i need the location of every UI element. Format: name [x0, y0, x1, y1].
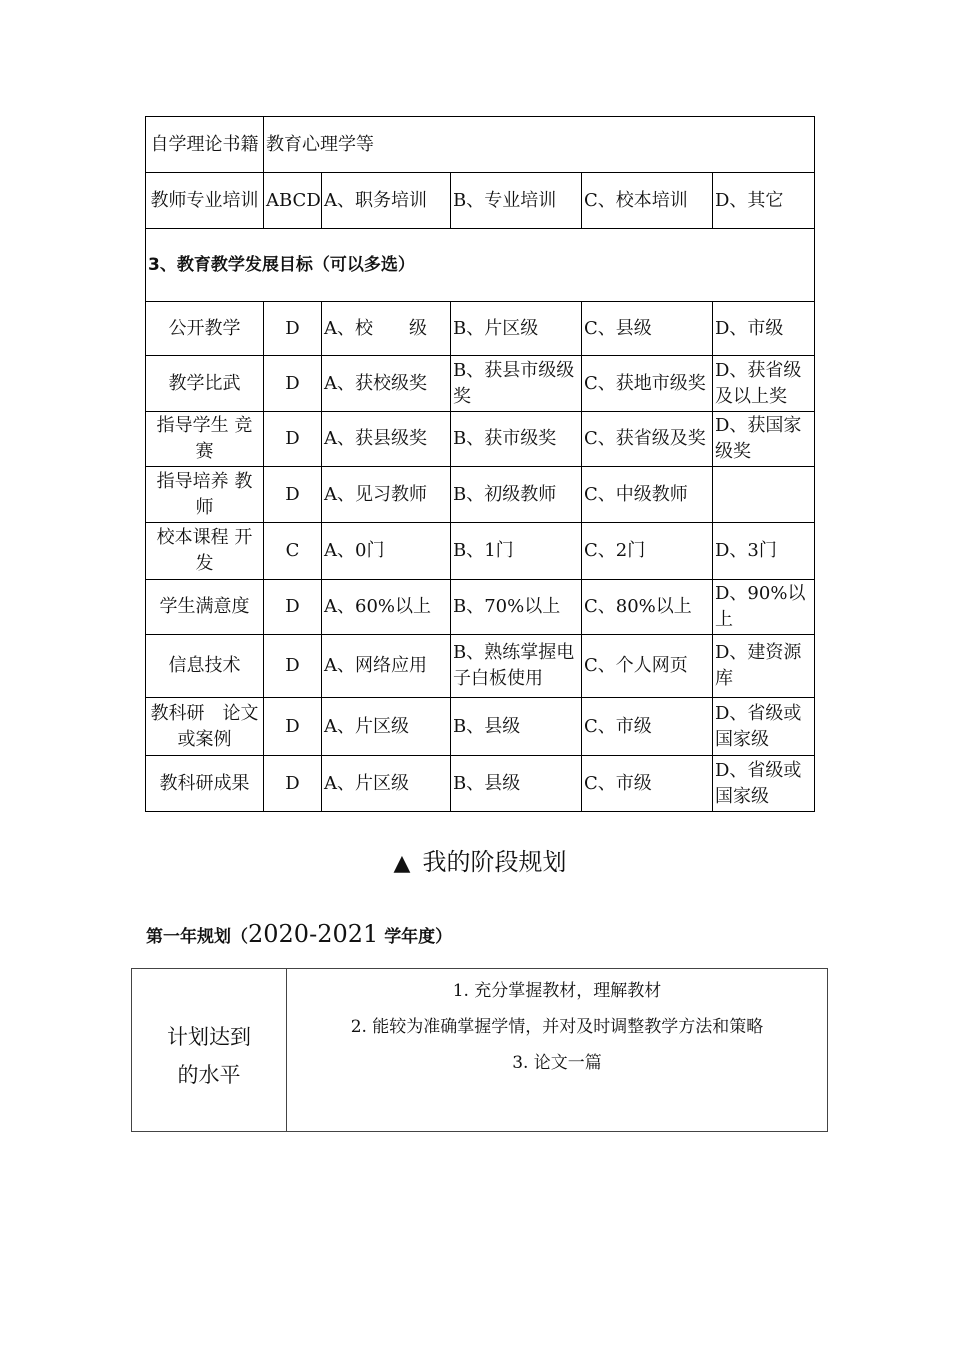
option-cell: C、县级 [582, 302, 713, 356]
option-cell: A、60%以上 [322, 580, 451, 635]
table-row [146, 756, 815, 812]
option-cell: A、获县级奖 [322, 412, 451, 467]
option-cell: B、获市级奖 [451, 412, 582, 467]
table-row [146, 467, 815, 523]
option-cell [713, 467, 815, 523]
first-year-heading [146, 920, 452, 948]
item-cell: 学生满意度 [146, 580, 264, 635]
plan-label [132, 969, 287, 1132]
plan-label-text: 计划达到的水平 [167, 1024, 251, 1087]
stage-heading-text: 我的阶段规划 [422, 848, 567, 876]
option-cell: A、获校级奖 [322, 356, 451, 412]
table-row [146, 302, 815, 356]
plan-line: 2. 能较为准确掌握学情，并对及时调整教学方法和策略 [350, 1017, 764, 1037]
table-row [146, 580, 815, 635]
option-cell: C、校本培训 [582, 173, 713, 229]
option-cell: C、2门 [582, 523, 713, 580]
table-row [146, 698, 815, 756]
option-cell: D、获省级及以上奖 [713, 356, 815, 412]
option-cell: D、建资源库 [713, 635, 815, 698]
option-cell: C、个人网页 [582, 635, 713, 698]
option-cell: D、市级 [713, 302, 815, 356]
table-row [146, 523, 815, 580]
plan-line: 1. 充分掌握教材，理解教材 [452, 981, 662, 1001]
option-cell: B、县级 [451, 756, 582, 812]
table-row [146, 635, 815, 698]
first-year-label-pre: 第一年规划（ [146, 927, 248, 947]
item-cell: 公开教学 [146, 302, 264, 356]
option-cell: D、3门 [713, 523, 815, 580]
stage-heading [0, 842, 960, 877]
choice-cell: D [264, 467, 322, 523]
choice-cell: D [264, 635, 322, 698]
item-cell: 自学理论书籍 [146, 117, 264, 173]
option-cell: D、省级或国家级 [713, 698, 815, 756]
option-cell: C、市级 [582, 698, 713, 756]
option-cell: D、90%以上 [713, 580, 815, 635]
item-cell: 教学比武 [146, 356, 264, 412]
option-cell: C、中级教师 [582, 467, 713, 523]
option-cell: B、初级教师 [451, 467, 582, 523]
first-year-label-post: 学年度） [384, 927, 453, 947]
option-cell: C、市级 [582, 756, 713, 812]
choice-cell: D [264, 356, 322, 412]
option-cell: B、70%以上 [451, 580, 582, 635]
option-cell: B、1门 [451, 523, 582, 580]
choice-cell: ABCD [264, 173, 322, 229]
item-cell: 指导培养 教师 [146, 467, 264, 523]
option-cell: C、80%以上 [582, 580, 713, 635]
item-cell: 教师专业培训 [146, 173, 264, 229]
option-cell: A、校 级 [322, 302, 451, 356]
option-cell: C、获省级及奖 [582, 412, 713, 467]
option-cell: A、见习教师 [322, 467, 451, 523]
table-row [146, 412, 815, 467]
choice-cell: D [264, 412, 322, 467]
item-cell: 教科研 论文或案例 [146, 698, 264, 756]
table-row [146, 356, 815, 412]
option-cell: C、获地市级奖 [582, 356, 713, 412]
item-cell: 教科研成果 [146, 756, 264, 812]
option-cell: B、县级 [451, 698, 582, 756]
choice-cell: D [264, 756, 322, 812]
section-row [146, 229, 815, 302]
item-cell: 指导学生 竞赛 [146, 412, 264, 467]
option-cell: B、专业培训 [451, 173, 582, 229]
choice-cell: D [264, 302, 322, 356]
triangle-icon: ▲ [393, 851, 411, 876]
option-cell: A、网络应用 [322, 635, 451, 698]
choice-cell: D [264, 580, 322, 635]
option-cell: B、获县市级级奖 [451, 356, 582, 412]
goals-table [145, 116, 815, 812]
table-row [146, 117, 815, 173]
choice-cell: C [264, 523, 322, 580]
first-year-years: 2020-2021 [248, 920, 379, 948]
plan-content [287, 969, 828, 1132]
option-cell: D、其它 [713, 173, 815, 229]
choice-cell: D [264, 698, 322, 756]
table-row [146, 173, 815, 229]
answer-cell: 教育心理学等 [264, 117, 815, 173]
plan-line: 3. 论文一篇 [512, 1053, 602, 1073]
option-cell: B、熟练掌握电子白板使用 [451, 635, 582, 698]
section-title: 3、教育教学发展目标（可以多选） [146, 229, 815, 302]
option-cell: A、职务培训 [322, 173, 451, 229]
option-cell: D、获国家级奖 [713, 412, 815, 467]
option-cell: B、片区级 [451, 302, 582, 356]
option-cell: A、片区级 [322, 756, 451, 812]
item-cell: 校本课程 开发 [146, 523, 264, 580]
option-cell: A、片区级 [322, 698, 451, 756]
item-cell: 信息技术 [146, 635, 264, 698]
option-cell: D、省级或国家级 [713, 756, 815, 812]
plan-table [131, 968, 828, 1132]
option-cell: A、0门 [322, 523, 451, 580]
